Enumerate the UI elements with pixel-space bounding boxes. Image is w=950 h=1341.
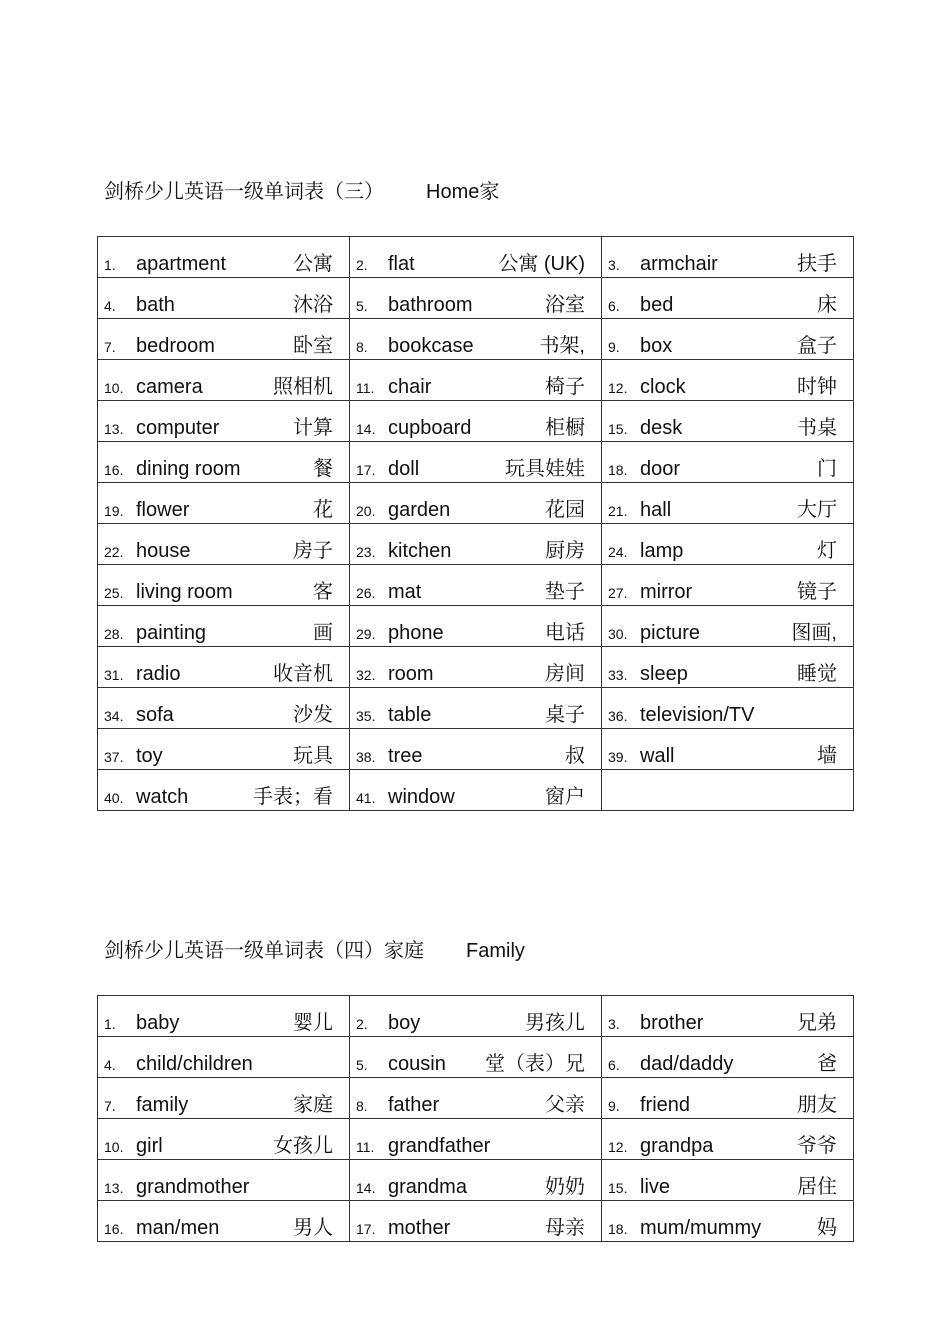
table-row (98, 483, 854, 524)
chinese-meaning: 奶奶 (545, 1176, 585, 1198)
entry-number: 20. (356, 503, 376, 519)
english-word: friend (640, 1094, 691, 1116)
english-word: girl (136, 1135, 163, 1157)
vocab-cell (602, 729, 854, 770)
entry-number: 15. (608, 421, 628, 437)
vocab-cell (602, 1201, 854, 1242)
vocab-table-body (98, 237, 854, 811)
english-word: chair (388, 376, 432, 398)
section-title-en: Family (466, 940, 525, 962)
chinese-meaning: 公寓 (UK) (498, 253, 585, 275)
entry-number: 4. (104, 298, 116, 314)
english-word: clock (640, 376, 686, 398)
entry-number: 10. (104, 380, 124, 396)
entry-number: 36. (608, 708, 628, 724)
chinese-meaning: 房子 (293, 540, 333, 562)
vocab-cell (350, 606, 602, 647)
entry-number: 5. (356, 1057, 368, 1073)
vocab-table-body (98, 996, 854, 1242)
vocab-cell (350, 237, 602, 278)
english-word: window (388, 786, 455, 808)
table-row (98, 1201, 854, 1242)
entry-number: 12. (608, 380, 628, 396)
entry-number: 18. (608, 462, 628, 478)
section-title-zh: 剑桥少儿英语一级单词表（三） (104, 181, 384, 203)
vocab-cell (350, 1201, 602, 1242)
entry-number: 27. (608, 585, 628, 601)
entry-number: 37. (104, 749, 124, 765)
english-word: brother (640, 1012, 704, 1034)
english-word: camera (136, 376, 203, 398)
entry-number: 17. (356, 462, 376, 478)
vocab-cell (350, 565, 602, 606)
vocab-cell (602, 319, 854, 360)
english-word: sleep (640, 663, 688, 685)
english-word: man/men (136, 1217, 220, 1239)
chinese-meaning: 柜橱 (545, 417, 585, 439)
vocab-cell (602, 1160, 854, 1201)
vocab-cell (350, 729, 602, 770)
vocab-cell (350, 770, 602, 811)
entry-number: 24. (608, 544, 628, 560)
table-row (98, 401, 854, 442)
vocab-cell (98, 996, 350, 1037)
entry-number: 30. (608, 626, 628, 642)
vocab-cell (98, 237, 350, 278)
chinese-meaning: 玩具娃娃 (505, 458, 585, 480)
chinese-meaning: 沙发 (293, 704, 333, 726)
entry-number: 2. (356, 1016, 368, 1032)
vocab-cell (98, 647, 350, 688)
chinese-meaning: 厨房 (545, 540, 585, 562)
chinese-meaning: 扶手 (797, 253, 837, 275)
entry-number: 14. (356, 421, 376, 437)
vocab-cell (602, 483, 854, 524)
vocab-cell (350, 1160, 602, 1201)
vocab-cell (602, 606, 854, 647)
vocab-cell (602, 770, 854, 811)
english-word: hall (640, 499, 672, 521)
vocab-cell (602, 688, 854, 729)
english-word: boy (388, 1012, 421, 1034)
vocab-cell (98, 1119, 350, 1160)
chinese-meaning: 爸 (817, 1053, 837, 1075)
vocab-cell (98, 483, 350, 524)
table-row (98, 1037, 854, 1078)
entry-number: 9. (608, 1098, 620, 1114)
chinese-meaning: 朋友 (797, 1094, 837, 1116)
table-row (98, 1119, 854, 1160)
chinese-meaning: 花 (313, 499, 333, 521)
section-title-en: Home家 (426, 181, 500, 203)
chinese-meaning: 画 (313, 622, 333, 644)
vocab-cell (350, 483, 602, 524)
english-word: cupboard (388, 417, 472, 439)
english-word: phone (388, 622, 444, 644)
chinese-meaning: 母亲 (545, 1217, 585, 1239)
table-row (98, 770, 854, 811)
entry-number: 3. (608, 257, 620, 273)
vocab-cell (602, 1119, 854, 1160)
entry-number: 4. (104, 1057, 116, 1073)
chinese-meaning: 浴室 (545, 294, 585, 316)
chinese-meaning: 椅子 (545, 376, 585, 398)
english-word: desk (640, 417, 683, 439)
vocab-cell (350, 647, 602, 688)
entry-number: 6. (608, 298, 620, 314)
chinese-meaning: 男孩儿 (525, 1012, 585, 1034)
entry-number: 32. (356, 667, 376, 683)
entry-number: 21. (608, 503, 628, 519)
english-word: flower (136, 499, 190, 521)
vocab-cell (350, 996, 602, 1037)
english-word: family (136, 1094, 189, 1116)
english-word: picture (640, 622, 701, 644)
vocab-cell (98, 319, 350, 360)
table-row (98, 1078, 854, 1119)
vocab-cell (98, 401, 350, 442)
vocab-cell (98, 606, 350, 647)
english-word: sofa (136, 704, 174, 726)
vocab-cell (350, 319, 602, 360)
vocab-cell (602, 278, 854, 319)
entry-number: 41. (356, 790, 376, 806)
chinese-meaning: 大厅 (797, 499, 837, 521)
english-word: house (136, 540, 191, 562)
entry-number: 11. (356, 1139, 375, 1155)
entry-number: 13. (104, 1180, 124, 1196)
vocab-cell (602, 1078, 854, 1119)
entry-number: 17. (356, 1221, 376, 1237)
vocab-cell (350, 1037, 602, 1078)
vocab-cell (98, 729, 350, 770)
english-word: mum/mummy (640, 1217, 762, 1239)
entry-number: 29. (356, 626, 376, 642)
chinese-meaning: 客 (313, 581, 333, 603)
entry-number: 39. (608, 749, 628, 765)
entry-number: 26. (356, 585, 376, 601)
entry-number: 16. (104, 1221, 124, 1237)
vocab-cell (602, 442, 854, 483)
table-row (98, 647, 854, 688)
chinese-meaning: 电话 (545, 622, 585, 644)
vocab-cell (602, 360, 854, 401)
entry-number: 22. (104, 544, 124, 560)
entry-number: 33. (608, 667, 628, 683)
english-word: grandmother (136, 1176, 250, 1198)
vocab-cell (98, 360, 350, 401)
english-word: father (388, 1094, 440, 1116)
english-word: live (640, 1176, 671, 1198)
english-word: living room (136, 581, 233, 603)
entry-number: 6. (608, 1057, 620, 1073)
chinese-meaning: 公寓 (293, 253, 333, 275)
entry-number: 35. (356, 708, 376, 724)
entry-number: 12. (608, 1139, 628, 1155)
entry-number: 5. (356, 298, 368, 314)
entry-number: 9. (608, 339, 620, 355)
chinese-meaning: 镜子 (797, 581, 837, 603)
entry-number: 7. (104, 1098, 116, 1114)
vocab-cell (98, 1201, 350, 1242)
entry-number: 10. (104, 1139, 124, 1155)
entry-number: 3. (608, 1016, 620, 1032)
table-row (98, 565, 854, 606)
chinese-meaning: 灯 (817, 540, 837, 562)
chinese-meaning: 卧室 (293, 335, 333, 357)
table-row (98, 729, 854, 770)
english-word: dining room (136, 458, 241, 480)
vocab-cell (350, 278, 602, 319)
entry-number: 19. (104, 503, 124, 519)
chinese-meaning: 窗户 (545, 786, 585, 808)
english-word: grandma (388, 1176, 467, 1198)
entry-number: 1. (104, 1016, 116, 1032)
chinese-meaning: 玩具 (293, 745, 333, 767)
vocab-cell (350, 688, 602, 729)
entry-number: 28. (104, 626, 124, 642)
vocab-cell (98, 278, 350, 319)
chinese-meaning: 睡觉 (797, 663, 837, 685)
chinese-meaning: 叔 (565, 745, 585, 767)
english-word: grandpa (640, 1135, 714, 1157)
chinese-meaning: 盒子 (797, 335, 837, 357)
vocab-cell (350, 1119, 602, 1160)
english-word: bathroom (388, 294, 473, 316)
entry-number: 13. (104, 421, 124, 437)
table-row (98, 319, 854, 360)
chinese-meaning: 男人 (293, 1217, 333, 1239)
english-word: watch (136, 786, 189, 808)
section-home (97, 176, 854, 811)
entry-number: 31. (104, 667, 124, 683)
vocab-cell (350, 360, 602, 401)
entry-number: 14. (356, 1180, 376, 1196)
entry-number: 18. (608, 1221, 628, 1237)
vocab-cell (602, 401, 854, 442)
entry-number: 38. (356, 749, 376, 765)
entry-number: 8. (356, 1098, 368, 1114)
entry-number: 11. (356, 380, 375, 396)
chinese-meaning: 垫子 (545, 581, 585, 603)
vocab-cell (98, 565, 350, 606)
english-word: dad/daddy (640, 1053, 734, 1075)
english-word: cousin (388, 1053, 446, 1075)
chinese-meaning: 爷爷 (797, 1135, 837, 1157)
entry-number: 7. (104, 339, 116, 355)
entry-number: 16. (104, 462, 124, 478)
entry-number: 25. (104, 585, 124, 601)
vocab-cell (98, 688, 350, 729)
english-word: toy (136, 745, 163, 767)
chinese-meaning: 房间 (545, 663, 585, 685)
vocab-cell (602, 647, 854, 688)
vocab-cell (350, 442, 602, 483)
english-word: door (640, 458, 681, 480)
vocab-table-family (97, 995, 854, 1242)
table-row (98, 688, 854, 729)
english-word: doll (388, 458, 420, 480)
english-word: television/TV (640, 704, 755, 726)
english-word: baby (136, 1012, 180, 1034)
chinese-meaning: 花园 (545, 499, 585, 521)
chinese-meaning: 女孩儿 (273, 1135, 333, 1157)
entry-number: 34. (104, 708, 124, 724)
entry-number: 8. (356, 339, 368, 355)
chinese-meaning: 照相机 (273, 376, 333, 398)
english-word: garden (388, 499, 451, 521)
vocab-cell (602, 996, 854, 1037)
english-word: lamp (640, 540, 684, 562)
chinese-meaning: 书架, (539, 335, 585, 357)
english-word: box (640, 335, 673, 357)
table-row (98, 1160, 854, 1201)
section-title (97, 176, 854, 208)
chinese-meaning: 图画, (791, 622, 837, 644)
english-word: bath (136, 294, 175, 316)
vocab-cell (602, 565, 854, 606)
table-row (98, 996, 854, 1037)
vocab-cell (602, 1037, 854, 1078)
chinese-meaning: 家庭 (293, 1094, 333, 1116)
vocab-cell (350, 1078, 602, 1119)
vocab-cell (98, 442, 350, 483)
chinese-meaning: 计算 (293, 417, 333, 439)
section-title-zh: 剑桥少儿英语一级单词表（四）家庭 (104, 940, 424, 962)
chinese-meaning: 父亲 (545, 1094, 585, 1116)
table-row (98, 606, 854, 647)
table-row (98, 524, 854, 565)
chinese-meaning: 床 (817, 294, 837, 316)
english-word: wall (640, 745, 675, 767)
english-word: bed (640, 294, 674, 316)
english-word: bookcase (388, 335, 474, 357)
table-row (98, 360, 854, 401)
entry-number: 15. (608, 1180, 628, 1196)
vocab-cell (602, 524, 854, 565)
section-title (97, 935, 854, 967)
chinese-meaning: 桌子 (545, 704, 585, 726)
vocab-cell (98, 524, 350, 565)
vocab-cell (98, 770, 350, 811)
chinese-meaning: 墙 (817, 745, 837, 767)
chinese-meaning: 妈 (817, 1217, 837, 1239)
chinese-meaning: 堂（表）兄 (485, 1053, 585, 1075)
vocab-cell (350, 401, 602, 442)
english-word: grandfather (388, 1135, 491, 1157)
chinese-meaning: 餐 (313, 458, 333, 480)
english-word: flat (388, 253, 415, 275)
english-word: painting (136, 622, 207, 644)
english-word: table (388, 704, 432, 726)
vocab-cell (602, 237, 854, 278)
vocab-cell (98, 1160, 350, 1201)
english-word: mirror (640, 581, 693, 603)
chinese-meaning: 收音机 (273, 663, 333, 685)
english-word: mat (388, 581, 422, 603)
chinese-meaning: 沐浴 (293, 294, 333, 316)
chinese-meaning: 手表；看 (253, 786, 333, 808)
entry-number: 2. (356, 257, 368, 273)
vocab-table-home (97, 236, 854, 811)
chinese-meaning: 书桌 (797, 417, 837, 439)
table-row (98, 237, 854, 278)
vocab-cell (98, 1078, 350, 1119)
english-word: child/children (136, 1053, 253, 1075)
chinese-meaning: 居住 (797, 1176, 837, 1198)
entry-number: 40. (104, 790, 124, 806)
english-word: room (388, 663, 434, 685)
chinese-meaning: 兄弟 (797, 1012, 837, 1034)
chinese-meaning: 婴儿 (293, 1012, 333, 1034)
section-family (97, 935, 854, 1242)
entry-number: 23. (356, 544, 376, 560)
table-row (98, 278, 854, 319)
chinese-meaning: 时钟 (797, 376, 837, 398)
english-word: armchair (640, 253, 718, 275)
english-word: apartment (136, 253, 227, 275)
table-row (98, 442, 854, 483)
vocab-cell (98, 1037, 350, 1078)
english-word: computer (136, 417, 220, 439)
entry-number: 1. (104, 257, 116, 273)
chinese-meaning: 门 (817, 458, 837, 480)
english-word: tree (388, 745, 423, 767)
english-word: kitchen (388, 540, 452, 562)
english-word: bedroom (136, 335, 215, 357)
english-word: mother (388, 1217, 451, 1239)
english-word: radio (136, 663, 181, 685)
vocab-cell (350, 524, 602, 565)
